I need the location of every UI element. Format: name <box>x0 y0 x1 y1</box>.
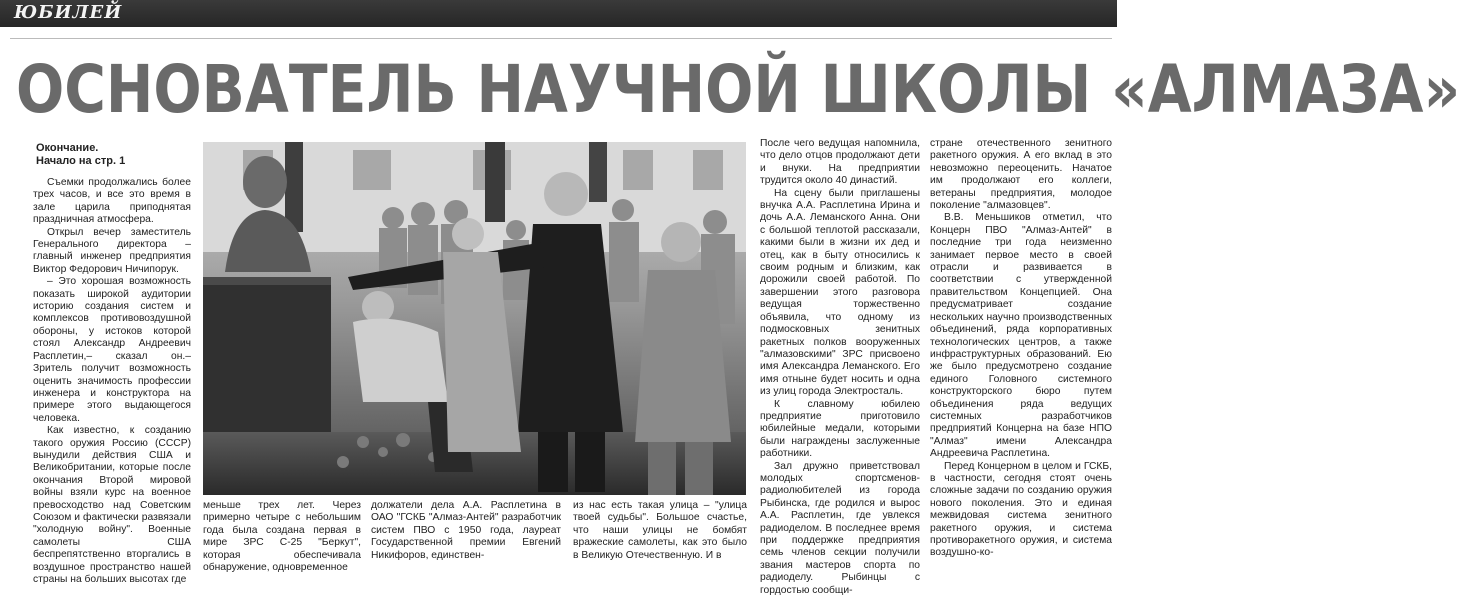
continuation-page: Начало на стр. 1 <box>36 155 126 167</box>
paragraph: стране отечественного зенитного ракетного оружия. А его вклад в это невозможно переоценить. Начатое им продолжают его коллеги, ветераны предприятия, молодое поколение "алмазовцев". <box>930 138 1112 212</box>
continuation-label: Окончание. <box>36 142 99 154</box>
paragraph: Зал дружно приветствовал молодых спортсменов-радиолюбителей из города Рыбинска, где родился и вырос А.А. Расплетин, где увлекся радиоделом. В последнее время при поддержке предприятия семь членов секции получили звания мастеров спорта по радиоделу. Рыбинцы с гордостью сообщи- <box>760 460 920 596</box>
photo-illustration <box>203 142 746 495</box>
paragraph: В.В. Меньшиков отметил, что Концерн ПВО "Алмаз-Антей" в последние три года неизменно занимает первое место в своей отрасли и развивается в соответствии с утвержденной правительством Концепцией. Она предусматривает создание нескольких научно производственных объединений, ряда корпоративных технологических центров, а также инфраструктурных образований. Ею же было предусмотрено создание единого Головного системного конструкторского бюро путем объединения ряда ведущих системных разработчиков предприятий Концерна на базе НПО "Алмаз" имени Александра Андреевича Расплетина. <box>930 212 1112 460</box>
photo-caption-column-2: должатели дела А.А. Расплетина в ОАО "ГСКБ "Алмаз-Антей" разработчик систем ПВО с 1950 года, лауреат Государственной премии Евгений Никифоров, единствен- <box>371 500 561 561</box>
event-photo <box>203 142 746 495</box>
paragraph: После чего ведущая напомнила, что дело отцов продолжают дети и внуки. На предприятии трудится около 40 династий. <box>760 138 920 187</box>
paragraph: Съемки продолжались более трех часов, и все это время в зале царила приподнятая праздничная атмосфера. <box>33 177 191 226</box>
continuation-note <box>36 142 186 168</box>
paragraph: Как известно, к созданию такого оружия Россию (СССР) вынудили действия США и Великобритании, которые после окончания Второй мировой войны взяли курс на военное превосходство над Советским Союзом и фактически развязали "холодную войну". Военные самолеты США беспрепятственно вторгались в воздушное пространство нашей страны на больших высотах где <box>33 425 191 585</box>
paragraph: На сцену были приглашены внучка А.А. Расплетина Ирина и дочь А.А. Леманского Анна. Они с большой теплотой рассказали, какими были в жизни их дед и отец, как в быту относились к своим родным и близким, как дорожили своей работой. По завершении этого разговора ведущая торжественно объявила, что одному из подмосковных зенитных ракетных полков вооруженных "алмазовскими" ЗРС присвоено имя Александра Леманского. Его имя отныне будет носить и одна из улиц города Электросталь. <box>760 187 920 398</box>
photo-caption-column-3: из нас есть такая улица – "улица твоей судьбы". Большое счастье, что наши улицы не бомбят вражеские самолеты, как это было в Великую Отечественную. И в <box>573 500 747 561</box>
headline-rule <box>10 38 1112 39</box>
paragraph: – Это хорошая возможность показать широкой аудитории историю создания систем и комплексов противовоздушной обороны, у истоков которой стоял Александр Андреевич Расплетин,– сказал он.– Зритель получит возможность оценить значимость профессии инженера и конструктора на примере этого выдающегося человека. <box>33 276 191 424</box>
headline: ОСНОВАТЕЛЬ НАУЧНОЙ ШКОЛЫ «АЛМАЗА» <box>16 51 1460 128</box>
paragraph: Открыл вечер заместитель Генерального директора – главный инженер предприятия Виктор Федорович Ничипорук. <box>33 226 191 275</box>
rubric-bar <box>0 0 1117 27</box>
paragraph: Перед Концерном в целом и ГСКБ, в частности, сегодня стоят очень сложные задачи по созданию оружия нового поколения. Это и единая межвидовая система зенитного ракетного оружия, и система противоракетного оружия, и система воздушно-ко- <box>930 460 1112 559</box>
column-1 <box>33 177 191 585</box>
column-3 <box>760 138 920 596</box>
paragraph: К славному юбилею предприятие приготовило юбилейные медали, которыми были награждены заслуженные работники. <box>760 398 920 460</box>
column-4 <box>930 138 1112 577</box>
photo-caption-column-1: меньше трех лет. Через примерно четыре с небольшим года была создана первая в мире ЗРС С-25 "Беркут", которая обеспечивала обнаружение, одновременное <box>203 500 361 574</box>
rubric-label: ЮБИЛЕЙ <box>14 2 123 23</box>
